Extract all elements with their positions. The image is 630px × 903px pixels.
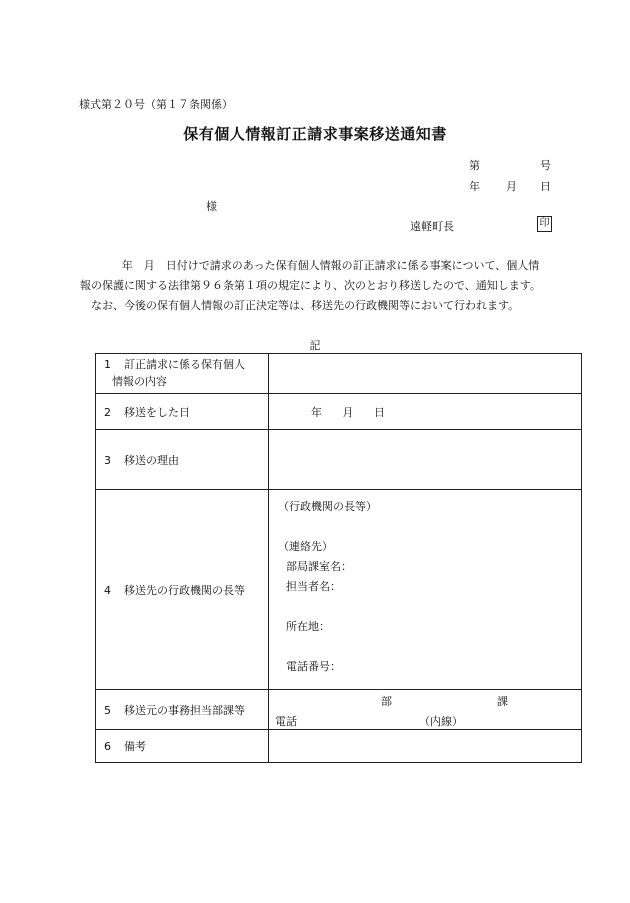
row-label-content xyxy=(96,354,269,394)
doc-number-prefix: 第 xyxy=(469,159,480,172)
row-label-text: 移送をした日 xyxy=(124,405,190,419)
table-row xyxy=(96,730,582,763)
date-year: 年 xyxy=(469,180,480,193)
row-number: 5 xyxy=(104,703,111,717)
row-number: 4 xyxy=(104,583,111,597)
row-label-text: 移送先の行政機関の長等 xyxy=(124,583,245,597)
table-row xyxy=(96,430,582,490)
row-value-date[interactable] xyxy=(269,394,582,430)
row-label-remarks xyxy=(96,730,269,763)
row-label-date xyxy=(96,394,269,430)
table-row xyxy=(96,690,582,730)
destination-head: （行政機関の長等） xyxy=(278,500,377,513)
row-label-line1: 訂正請求に係る保有個人 xyxy=(124,357,245,371)
destination-person: 担当者名： xyxy=(286,580,341,593)
seal-box: 印 xyxy=(537,216,552,232)
notice-body xyxy=(80,256,550,316)
row-value-content[interactable] xyxy=(269,354,582,394)
row-label-text: 移送の理由 xyxy=(124,453,179,467)
row-label-destination xyxy=(96,490,269,690)
table-row xyxy=(96,490,582,690)
row-value-origin[interactable] xyxy=(269,690,582,730)
origin-ext: （内線） xyxy=(419,715,463,728)
destination-dept: 部局課室名： xyxy=(286,560,352,573)
page-title: 保有個人情報訂正請求事案移送通知書 xyxy=(183,125,447,143)
row-label-text: 備考 xyxy=(124,740,146,753)
doc-number-suffix: 号 xyxy=(540,159,551,172)
date-day: 日 xyxy=(540,180,551,193)
destination-address: 所在地： xyxy=(286,620,330,633)
sender-name: 遠軽町長 xyxy=(410,220,454,233)
ki-label: 記 xyxy=(309,339,321,352)
destination-phone: 電話番号： xyxy=(286,660,341,673)
origin-tel: 電話 xyxy=(275,715,297,728)
row-value-destination[interactable] xyxy=(269,490,582,690)
row-number: 1 xyxy=(104,357,111,371)
table-row xyxy=(96,394,582,430)
transfer-date-year: 年 xyxy=(311,405,322,419)
origin-bu: 部 xyxy=(381,695,392,708)
row-label-origin xyxy=(96,690,269,730)
transfer-date-day: 日 xyxy=(374,405,385,419)
row-number: 3 xyxy=(104,453,111,467)
row-number: 2 xyxy=(104,405,111,419)
origin-ka: 課 xyxy=(497,695,508,708)
table-row xyxy=(96,354,582,394)
row-number: 6 xyxy=(104,740,111,753)
destination-contact: （連絡先） xyxy=(278,540,333,553)
row-label-line2: 情報の内容 xyxy=(112,374,167,388)
date-month: 月 xyxy=(506,180,517,193)
record-table xyxy=(95,353,582,763)
form-number: 様式第２０号（第１７条関係） xyxy=(79,98,233,111)
transfer-date-month: 月 xyxy=(342,405,354,419)
notice-paragraph-1: 年 月 日付けで請求のあった保有個人情報の訂正請求に係る事案について、個人情報の保護に関する法律第９６条第１項の規定により、次のとおり移送したので、通知します。 xyxy=(80,259,541,292)
addressee-suffix: 様 xyxy=(206,200,217,213)
row-value-reason[interactable] xyxy=(269,430,582,490)
row-label-text: 移送元の事務担当部課等 xyxy=(124,703,245,717)
row-label-reason xyxy=(96,430,269,490)
row-value-remarks[interactable] xyxy=(269,730,582,763)
notice-paragraph-2: なお、今後の保有個人情報の訂正決定等は、移送先の行政機関等において行われます。 xyxy=(91,299,520,312)
